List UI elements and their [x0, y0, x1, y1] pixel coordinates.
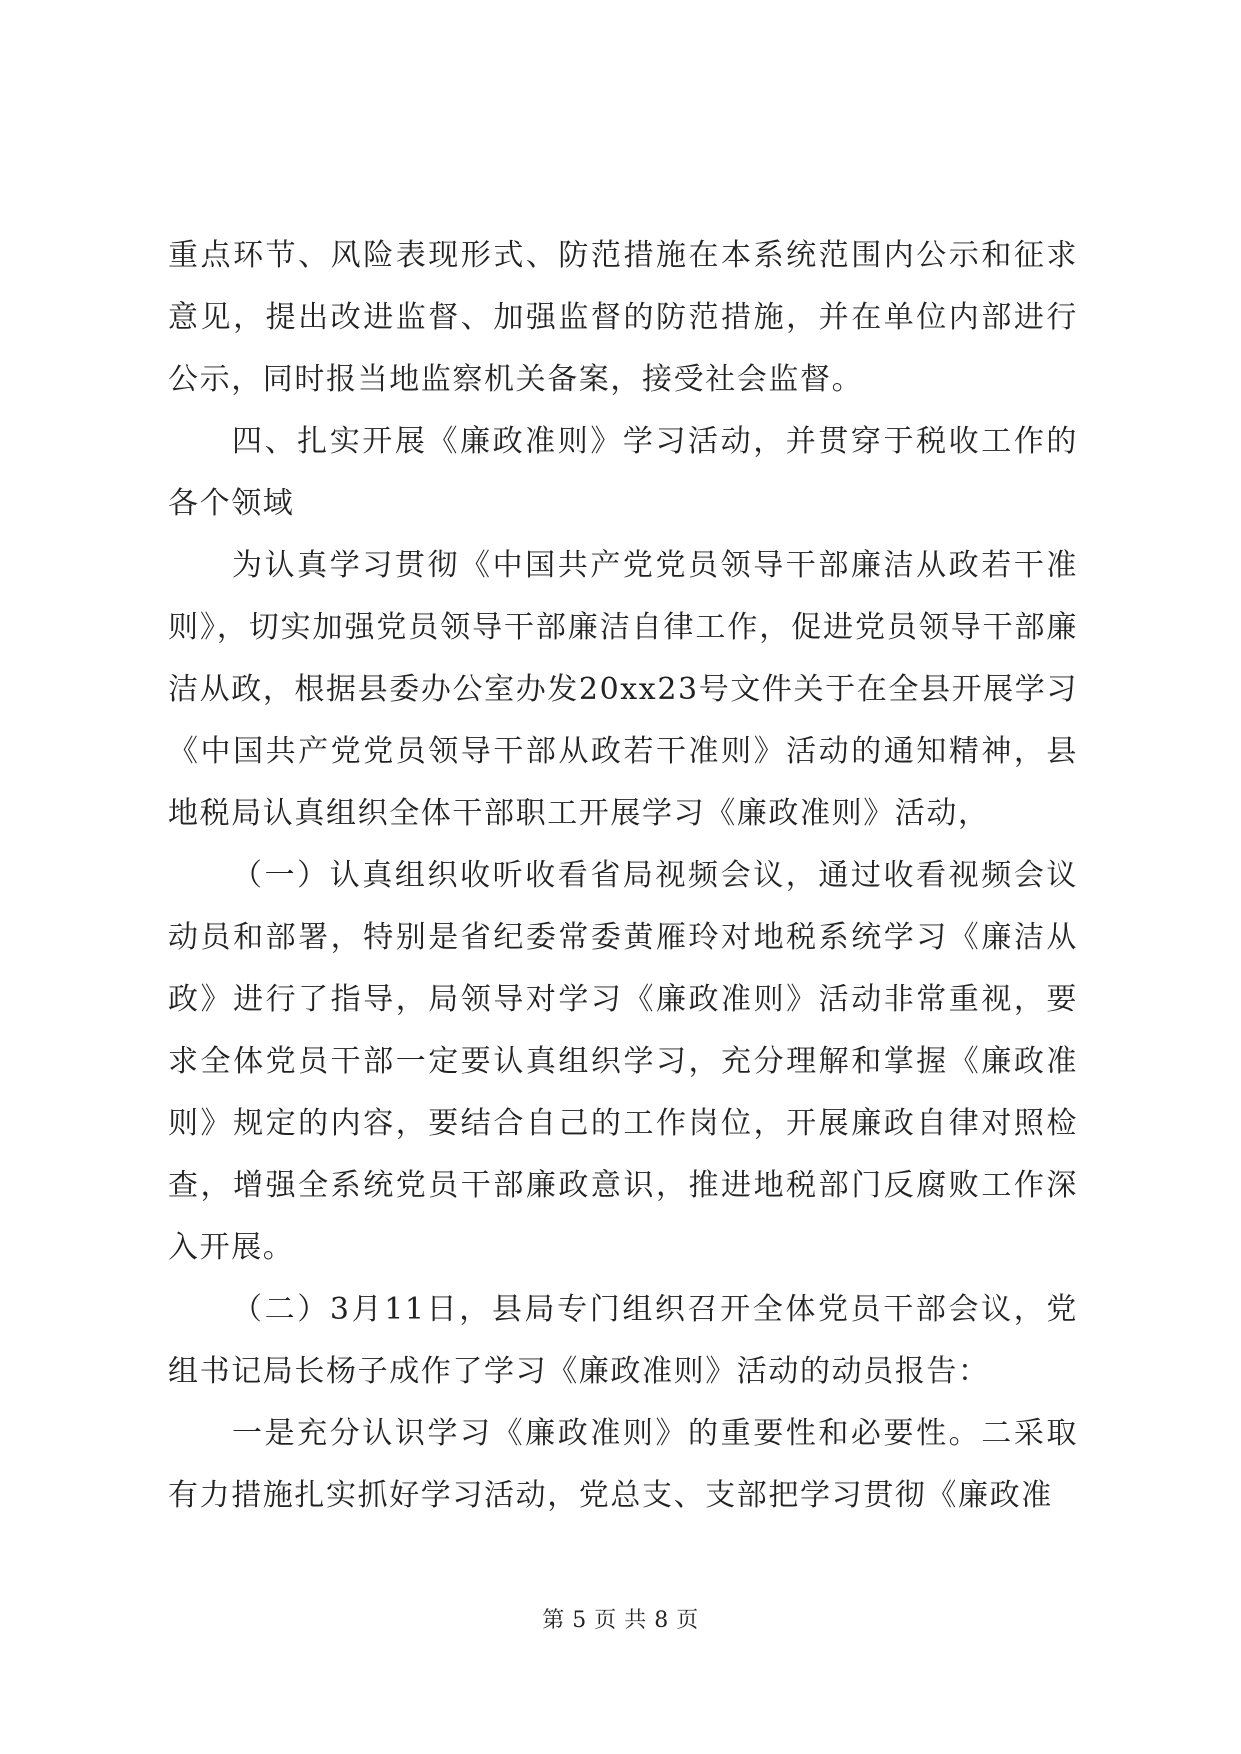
- paragraph-point-one: 一是充分认识学习《廉政准则》的重要性和必要性。二采取有力措施扎实抓好学习活动，党总支、支部把学习贯彻《廉政准: [168, 1416, 1078, 1513]
- paragraph-item-one: （一）认真组织收听收看省局视频会议，通过收看视频会议动员和部署，特别是省纪委常委黄雁玲对地税系统学习《廉洁从政》进行了指导，局领导对学习《廉政准则》活动非常重视，要求全体党员干部一定要认真组织学习，充分理解和掌握《廉政准则》规定的内容，要结合自己的工作岗位，开展廉政自律对照检查，增强全系统党员干部廉政意识，推进地税部门反腐败工作深入开展。: [168, 858, 1078, 1265]
- page-number-footer: 第 5 页 共 8 页: [542, 1608, 699, 1633]
- section-heading-four: 四、扎实开展《廉政准则》学习活动，并贯穿于税收工作的各个领域: [168, 424, 1078, 521]
- document-body: [168, 225, 1078, 1527]
- paragraph-intro: 为认真学习贯彻《中国共产党党员领导干部廉洁从政若干准则》，切实加强党员领导干部廉洁自律工作，促进党员领导干部廉洁从政，根据县委办公室办发20xx23号文件关于在全县开展学习《中国共产党党员领导干部从政若干准则》活动的通知精神，县地税局认真组织全体干部职工开展学习《廉政准则》活动，: [168, 548, 1078, 831]
- paragraph-item-two: （二）3月11日，县局专门组织召开全体党员干部会议，党组书记局长杨子成作了学习《廉政准则》活动的动员报告：: [168, 1292, 1078, 1389]
- paragraph-continuation: 重点环节、风险表现形式、防范措施在本系统范围内公示和征求意见，提出改进监督、加强监督的防范措施，并在单位内部进行公示，同时报当地监察机关备案，接受社会监督。: [168, 238, 1078, 397]
